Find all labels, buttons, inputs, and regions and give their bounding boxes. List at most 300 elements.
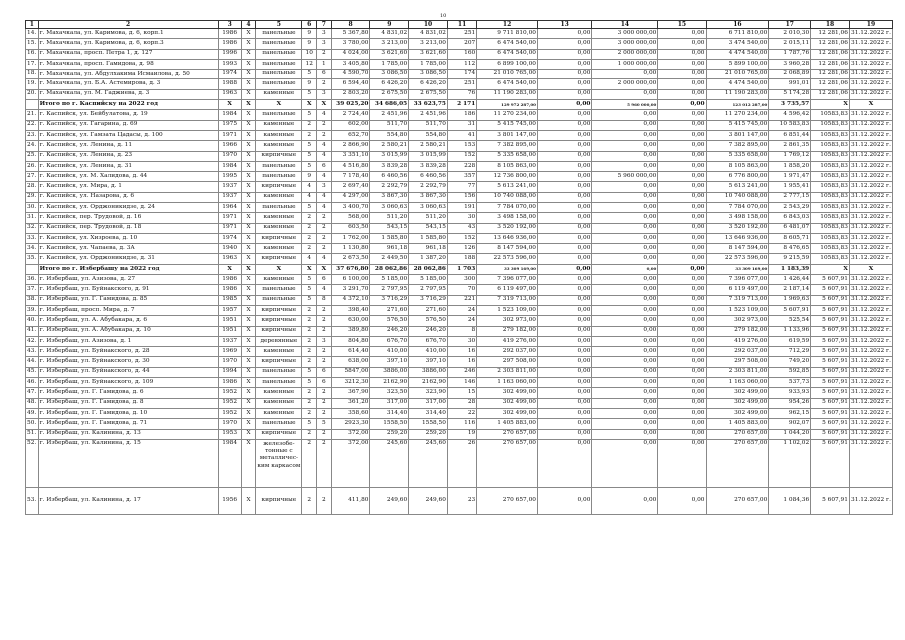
table-cell: 933,93 — [769, 388, 811, 398]
table-cell: 0,00 — [592, 202, 658, 212]
table-cell: 31.12.2022 г. — [849, 305, 892, 315]
table-cell: панельные — [256, 419, 302, 429]
table-cell: панельные — [256, 202, 302, 212]
table-row — [26, 130, 893, 140]
table-cell: 0,00 — [592, 419, 658, 429]
table-cell: 1 044,20 — [769, 429, 811, 439]
table-cell: 33 309 169,00 — [706, 264, 769, 274]
table-cell: 1985 — [218, 295, 241, 305]
table-cell: 7 382 895,00 — [477, 141, 538, 151]
table-cell: 0,00 — [658, 357, 706, 367]
table-cell: 3 960,28 — [769, 59, 811, 69]
table-cell: 0,00 — [537, 192, 591, 202]
table-cell: 0,00 — [658, 89, 706, 99]
table-cell: кирпичные — [256, 429, 302, 439]
table-cell: 676,70 — [370, 336, 409, 346]
table-cell: 31.12.2022 г. — [849, 79, 892, 89]
table-cell — [26, 100, 39, 110]
table-cell: 0,00 — [537, 244, 591, 254]
table-cell: X — [241, 161, 256, 171]
table-cell: 0,00 — [537, 29, 591, 39]
table-cell: 28 062,86 — [409, 264, 448, 274]
table-cell: 1974 — [218, 233, 241, 243]
table-cell: панельные — [256, 29, 302, 39]
table-cell: 1 130,80 — [331, 244, 370, 254]
table-cell: 271,60 — [409, 305, 448, 315]
table-cell: 3 839,28 — [370, 161, 409, 171]
table-cell: 2 543,29 — [769, 202, 811, 212]
table-cell: 4 372,10 — [331, 295, 370, 305]
table-cell: 0,00 — [592, 326, 658, 336]
table-cell: 0,00 — [658, 161, 706, 171]
table-cell: 1 703 — [447, 264, 476, 274]
table-cell: X — [241, 429, 256, 439]
table-cell: 5 — [302, 378, 317, 388]
table-cell: 77 — [447, 182, 476, 192]
table-cell: 0,00 — [658, 388, 706, 398]
table-cell: 0,00 — [592, 130, 658, 140]
table-cell: 33 309 169,00 — [477, 264, 538, 274]
table-cell: 2 — [317, 388, 332, 398]
table-cell: 2 861,35 — [769, 141, 811, 151]
table-cell: 0,00 — [592, 120, 658, 130]
table-cell: 31.12.2022 г. — [849, 285, 892, 295]
table-row — [26, 336, 893, 346]
table-cell: 2 015,11 — [769, 39, 811, 49]
table-cell: г. Каспийск, ул. Ленина, д. 31 — [38, 161, 218, 171]
table-cell: 0,00 — [658, 419, 706, 429]
table-cell: 2 — [317, 326, 332, 336]
table-cell: 0,00 — [537, 254, 591, 264]
table-cell: 8 — [447, 326, 476, 336]
table-cell: 43. — [26, 347, 39, 357]
table-cell: 712,29 — [769, 347, 811, 357]
table-cell: 7 784 070,00 — [477, 202, 538, 212]
table-cell: 10583,83 — [811, 213, 850, 223]
table-cell: 7 319 713,00 — [706, 295, 769, 305]
column-header: 14 — [592, 21, 658, 29]
table-cell: 7 178,40 — [331, 172, 370, 182]
table-cell: X — [317, 100, 332, 110]
table-cell: 1 163 060,00 — [706, 378, 769, 388]
column-header: 8 — [331, 21, 370, 29]
table-cell: 31.12.2022 г. — [849, 275, 892, 285]
table-cell: панельные — [256, 59, 302, 69]
table-cell: 3 060,63 — [409, 202, 448, 212]
table-cell: 21 010 765,00 — [706, 70, 769, 79]
table-cell: 10 583,83 — [769, 120, 811, 130]
table-cell: 2 — [302, 316, 317, 326]
table-cell: 1994 — [218, 367, 241, 377]
table-cell: панельные — [256, 39, 302, 49]
table-cell: г. Избербаш, ул. Г. Гамидова, д. 10 — [38, 408, 218, 418]
table-cell: 5 607,91 — [811, 275, 850, 285]
table-cell: 31.12.2022 г. — [849, 161, 892, 171]
column-header: 19 — [849, 21, 892, 29]
table-cell: 2 — [302, 244, 317, 254]
table-cell: 2 797,95 — [409, 285, 448, 295]
table-cell: г. Избербаш, ул. Калинина, д. 15 — [38, 439, 218, 487]
table-cell: 2 000 000,00 — [592, 79, 658, 89]
table-cell: 314,40 — [370, 408, 409, 418]
table-cell: 0,00 — [658, 305, 706, 315]
table-cell: каменные — [256, 141, 302, 151]
table-cell: 0,00 — [537, 336, 591, 346]
table-cell: 0,00 — [658, 202, 706, 212]
table-cell: 0,00 — [658, 182, 706, 192]
table-cell: 10583,83 — [811, 120, 850, 130]
table-row — [26, 182, 893, 192]
table-cell: 0,00 — [592, 213, 658, 223]
table-cell: 0,00 — [592, 141, 658, 151]
table-cell: 25. — [26, 151, 39, 161]
table-cell: 20. — [26, 89, 39, 99]
table-row — [26, 120, 893, 130]
table-cell: X — [241, 295, 256, 305]
column-header: 12 — [477, 21, 538, 29]
table-cell: 31.12.2022 г. — [849, 429, 892, 439]
table-cell: 12 281,06 — [811, 29, 850, 39]
table-cell: 0,00 — [592, 439, 658, 487]
table-cell: X — [241, 285, 256, 295]
table-cell: 0,00 — [592, 161, 658, 171]
table-cell: X — [849, 100, 892, 110]
table-cell: 0,00 — [537, 439, 591, 487]
table-cell: 5 — [302, 367, 317, 377]
table-cell: 0,00 — [537, 305, 591, 315]
table-header-row — [26, 21, 893, 29]
table-cell: 630,00 — [331, 316, 370, 326]
table-cell: 3 213,00 — [370, 39, 409, 49]
table-cell: X — [241, 316, 256, 326]
table-cell: г. Каспийск, ул. Ленина, д. 23 — [38, 151, 218, 161]
table-cell: 5 — [302, 295, 317, 305]
table-cell: 0,00 — [658, 487, 706, 514]
column-header: 1 — [26, 21, 39, 29]
table-cell: X — [241, 151, 256, 161]
table-cell: г. Избербаш, ул. Буйнакского, д. 28 — [38, 347, 218, 357]
table-cell: 70 — [447, 285, 476, 295]
table-row — [26, 161, 893, 171]
table-cell: 4 474 540,00 — [706, 49, 769, 59]
table-row — [26, 89, 893, 99]
table-cell: 3886,00 — [409, 367, 448, 377]
table-cell: 1964 — [218, 202, 241, 212]
table-cell: 30. — [26, 202, 39, 212]
table-cell: 38. — [26, 295, 39, 305]
table-row — [26, 254, 893, 264]
table-cell: 0,00 — [658, 378, 706, 388]
table-cell: 10 740 088,00 — [706, 192, 769, 202]
table-cell: 31.12.2022 г. — [849, 295, 892, 305]
table-cell: 0,00 — [658, 49, 706, 59]
table-cell: 1 102,02 — [769, 439, 811, 487]
table-cell: 410,00 — [409, 347, 448, 357]
table-cell: 31. — [26, 213, 39, 223]
table-cell: 3 735,57 — [769, 100, 811, 110]
table-cell: 5 607,91 — [811, 398, 850, 408]
table-row — [26, 275, 893, 285]
table-cell: 41. — [26, 326, 39, 336]
table-cell: 246 — [447, 367, 476, 377]
table-cell: 0,00 — [537, 419, 591, 429]
table-cell: 2 — [302, 439, 317, 487]
table-cell: 1986 — [218, 275, 241, 285]
table-cell: 2 — [317, 408, 332, 418]
table-cell: 297 508,00 — [477, 357, 538, 367]
table-cell: 0,00 — [537, 120, 591, 130]
table-cell: X — [218, 264, 241, 274]
table-cell: 1 000 000,00 — [592, 59, 658, 69]
table-cell: 0,00 — [592, 70, 658, 79]
table-cell: 0,00 — [658, 275, 706, 285]
table-cell: 32. — [26, 223, 39, 233]
table-cell: 1984 — [218, 161, 241, 171]
table-cell: 1558,50 — [409, 419, 448, 429]
table-cell: 3 — [317, 182, 332, 192]
table-cell: 0,00 — [592, 275, 658, 285]
table-cell: 0,00 — [592, 254, 658, 264]
table-cell: 619,59 — [769, 336, 811, 346]
table-cell: 5 607,91 — [811, 357, 850, 367]
table-cell: 902,07 — [769, 419, 811, 429]
table-cell: 2 — [317, 49, 332, 59]
table-cell: X — [241, 378, 256, 388]
table-cell: 0,00 — [658, 439, 706, 487]
table-row — [26, 408, 893, 418]
table-cell: 511,70 — [370, 120, 409, 130]
table-cell: 3 213,00 — [409, 39, 448, 49]
table-cell: 543,15 — [370, 223, 409, 233]
table-cell: 31.12.2022 г. — [849, 29, 892, 39]
table-cell: 10583,83 — [811, 141, 850, 151]
table-row — [26, 233, 893, 243]
table-cell: 0,00 — [537, 378, 591, 388]
table-cell: 31.12.2022 г. — [849, 408, 892, 418]
table-cell: 2 — [302, 233, 317, 243]
table-cell: 5 — [302, 202, 317, 212]
table-cell: 31 — [447, 120, 476, 130]
table-cell: 26. — [26, 161, 39, 171]
table-cell: 251 — [447, 29, 476, 39]
table-cell: 11 270 234,00 — [706, 110, 769, 120]
table-row — [26, 295, 893, 305]
table-cell: 292 037,00 — [706, 347, 769, 357]
table-cell: 1 163 060,00 — [477, 378, 538, 388]
table-cell: 156 — [447, 192, 476, 202]
table-cell: 3 498 158,00 — [706, 213, 769, 223]
table-cell: 0,00 — [537, 79, 591, 89]
table-cell: 10583,83 — [811, 233, 850, 243]
table-cell: 2 451,96 — [409, 110, 448, 120]
table-cell: 2 — [317, 120, 332, 130]
table-cell: каменные — [256, 213, 302, 223]
column-header: 13 — [537, 21, 591, 29]
table-cell: 398,40 — [331, 305, 370, 315]
table-cell: 3 — [317, 89, 332, 99]
table-cell: 4 297,00 — [331, 192, 370, 202]
table-cell — [26, 264, 39, 274]
table-cell: 3 405,80 — [331, 59, 370, 69]
table-cell: 152 — [447, 233, 476, 243]
table-cell: 42. — [26, 336, 39, 346]
table-row — [26, 202, 893, 212]
table-cell: 2 580,21 — [409, 141, 448, 151]
table-cell: 15. — [26, 39, 39, 49]
table-cell: 3 060,63 — [370, 202, 409, 212]
table-cell: 1970 — [218, 151, 241, 161]
table-cell: 3 474 540,00 — [706, 39, 769, 49]
table-cell: 0,00 — [537, 316, 591, 326]
table-cell: 0,00 — [658, 254, 706, 264]
table-cell: 0,00 — [537, 264, 591, 274]
table-cell: 5 — [302, 161, 317, 171]
table-cell: 2 — [302, 305, 317, 315]
table-cell: деревянные — [256, 336, 302, 346]
table-cell: г. Махачкала, ул. Каримова, д. 6, корп.1 — [38, 29, 218, 39]
table-cell: 33 623,75 — [409, 100, 448, 110]
table-cell: панельные — [256, 79, 302, 89]
table-cell: X — [241, 202, 256, 212]
table-cell: 372,00 — [331, 429, 370, 439]
table-row — [26, 244, 893, 254]
table-cell: 12 281,06 — [811, 39, 850, 49]
table-cell: г. Избербаш, ул. Буйнакского, д. 109 — [38, 378, 218, 388]
table-cell: 5 335 658,00 — [477, 151, 538, 161]
table-cell: 29. — [26, 192, 39, 202]
table-cell: 31.12.2022 г. — [849, 419, 892, 429]
table-cell: 804,80 — [331, 336, 370, 346]
table-cell: 0,00 — [537, 182, 591, 192]
table-cell: 5 607,91 — [811, 336, 850, 346]
table-cell: 0,00 — [537, 388, 591, 398]
table-cell: г. Избербаш, ул. Г. Гамидова, д. 71 — [38, 419, 218, 429]
table-cell: 53. — [26, 487, 39, 514]
table-cell: 1951 — [218, 316, 241, 326]
table-cell: 1971 — [218, 213, 241, 223]
table-cell: г. Каспийск, ул. Чапаева, д. 3А — [38, 244, 218, 254]
table-cell: 1 769,12 — [769, 151, 811, 161]
table-cell: панельные — [256, 285, 302, 295]
table-cell: 1 523 109,00 — [706, 305, 769, 315]
table-cell: 1953 — [218, 429, 241, 439]
table-cell: 31.12.2022 г. — [849, 130, 892, 140]
table-cell: 12 281,06 — [811, 49, 850, 59]
table-row — [26, 429, 893, 439]
table-cell: 3 621,60 — [409, 49, 448, 59]
table-cell: каменные — [256, 89, 302, 99]
table-cell: 31.12.2022 г. — [849, 367, 892, 377]
table-cell: 31.12.2022 г. — [849, 336, 892, 346]
table-cell: 31.12.2022 г. — [849, 347, 892, 357]
table-cell: 1 858,20 — [769, 161, 811, 171]
table-cell: 314,40 — [409, 408, 448, 418]
table-cell: 1963 — [218, 89, 241, 99]
table-cell: 1986 — [218, 285, 241, 295]
table-cell: 9 — [302, 172, 317, 182]
table-cell: 5 — [302, 141, 317, 151]
page-number: 10 — [440, 13, 447, 19]
table-cell: 31.12.2022 г. — [849, 49, 892, 59]
table-cell: 3 520 192,00 — [706, 223, 769, 233]
table-cell: 323,90 — [409, 388, 448, 398]
table-cell: 367,90 — [331, 388, 370, 398]
table-cell: панельные — [256, 378, 302, 388]
table-cell: 11 190 283,00 — [706, 89, 769, 99]
table-cell: каменные — [256, 398, 302, 408]
table-cell: 5 174,28 — [769, 89, 811, 99]
table-cell: железобе-тонные с металличес-ким каркасом — [256, 439, 302, 487]
table-cell: 302 499,00 — [477, 398, 538, 408]
table-cell: 0,00 — [537, 151, 591, 161]
table-cell: 31.12.2022 г. — [849, 388, 892, 398]
table-cell: 7 396 077,00 — [706, 275, 769, 285]
table-cell: 160 — [447, 49, 476, 59]
table-cell: 31.12.2022 г. — [849, 487, 892, 514]
table-cell: 0,00 — [658, 59, 706, 69]
table-cell: 991,01 — [769, 79, 811, 89]
table-cell: 6 119 497,00 — [706, 285, 769, 295]
table-cell: каменные — [256, 223, 302, 233]
table-cell: 52. — [26, 439, 39, 487]
table-cell: 0,00 — [537, 110, 591, 120]
table-cell: 31.12.2022 г. — [849, 316, 892, 326]
table-cell: 3 801 147,00 — [706, 130, 769, 140]
table-cell: 31.12.2022 г. — [849, 172, 892, 182]
table-cell: 16. — [26, 49, 39, 59]
table-cell: 1 523 109,00 — [477, 305, 538, 315]
table-row — [26, 213, 893, 223]
table-cell: 249,60 — [409, 487, 448, 514]
table-cell: 3 351,10 — [331, 151, 370, 161]
table-cell: X — [241, 223, 256, 233]
table-cell: г. Избербаш, ул. Буйнакского, д. 91 — [38, 285, 218, 295]
table-cell: 7 396 077,00 — [477, 275, 538, 285]
table-cell: 0,00 — [658, 233, 706, 243]
table-cell: 638,00 — [331, 357, 370, 367]
table-cell: 13 646 936,00 — [477, 233, 538, 243]
table-cell: 10583,83 — [811, 254, 850, 264]
table-cell: 0,00 — [658, 429, 706, 439]
table-cell: X — [241, 29, 256, 39]
table-cell: 246,20 — [370, 326, 409, 336]
table-cell: 5 960 000,00 — [592, 172, 658, 182]
column-header: 2 — [38, 21, 218, 29]
table-cell: 186 — [447, 110, 476, 120]
table-cell: 6 426,20 — [409, 79, 448, 89]
table-cell: 554,80 — [370, 130, 409, 140]
table-cell: X — [241, 326, 256, 336]
table-cell: 10583,83 — [811, 202, 850, 212]
table-cell: г. Каспийск, ул. Гагарина, д. 69 — [38, 120, 218, 130]
table-cell: 129 972 287,00 — [477, 100, 538, 110]
table-cell: 302 499,00 — [706, 388, 769, 398]
table-cell: 3 015,99 — [409, 151, 448, 161]
table-cell: 45. — [26, 367, 39, 377]
table-cell: 2 803,20 — [331, 89, 370, 99]
table-cell: 1 405 883,00 — [477, 419, 538, 429]
table-cell: 9 — [302, 39, 317, 49]
table-cell: 2 697,40 — [331, 182, 370, 192]
table-cell: 6 119 497,00 — [477, 285, 538, 295]
table-cell: 5 607,91 — [811, 408, 850, 418]
table-cell: X — [241, 59, 256, 69]
table-cell: 5 185,00 — [370, 275, 409, 285]
table-cell: 3212,30 — [331, 378, 370, 388]
table-cell: 5 607,91 — [811, 419, 850, 429]
table-cell: 31.12.2022 г. — [849, 202, 892, 212]
table-cell: 3 015,99 — [370, 151, 409, 161]
